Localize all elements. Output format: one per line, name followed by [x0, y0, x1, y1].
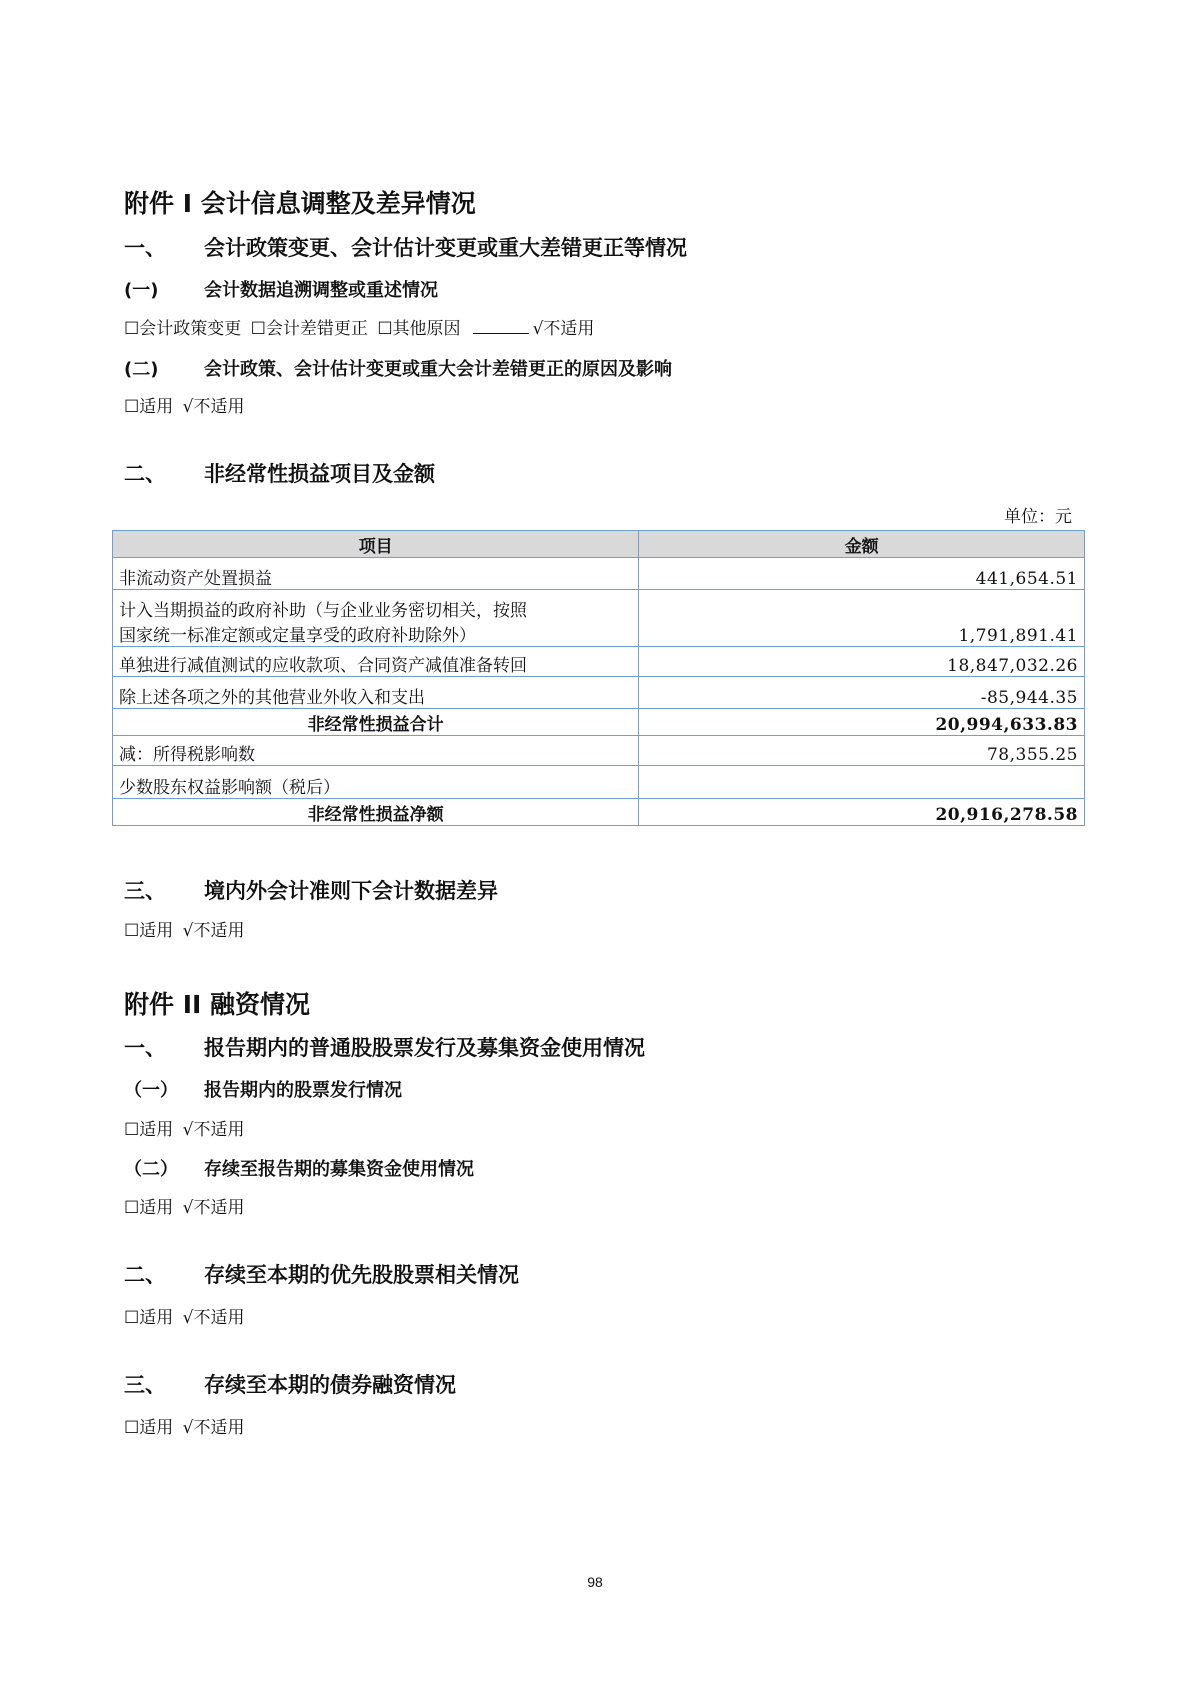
subsection-number: （二）: [124, 1159, 178, 1180]
table-row-subtotal: [113, 709, 1085, 736]
check-not-applicable[interactable]: √不适用: [182, 1120, 245, 1140]
checkbox-applicable[interactable]: ☐适用: [124, 397, 174, 417]
section-title: 存续至本期的优先股股票相关情况: [204, 1263, 519, 1287]
checkbox-other-reason[interactable]: ☐其他原因: [377, 319, 461, 339]
subsection-title: 会计数据追溯调整或重述情况: [204, 280, 438, 301]
subsection-1-heading: [124, 1076, 402, 1102]
row-item-line: 计入当期损益的政府补助（与企业业务密切相关，按照: [119, 601, 527, 621]
section-number: 二、: [124, 462, 166, 486]
table-row: [113, 558, 1085, 590]
options-row: [124, 392, 249, 417]
header-item: 项目: [113, 531, 639, 558]
subsection-number: (二): [124, 359, 159, 380]
section-1-heading: [124, 1032, 645, 1062]
section-3-heading: [124, 1369, 456, 1399]
section-1-heading: [124, 232, 687, 262]
table-header-row: [113, 531, 1085, 558]
check-not-applicable[interactable]: √不适用: [182, 921, 245, 941]
row-item: [113, 590, 639, 647]
subsection-title: 报告期内的股票发行情况: [204, 1080, 402, 1101]
options-row: [124, 916, 249, 941]
options-row: [124, 314, 598, 339]
options-row: [124, 1303, 249, 1328]
section-number: 一、: [124, 236, 166, 260]
table-row: [113, 590, 1085, 647]
checkbox-error-correction[interactable]: ☐会计差错更正: [250, 319, 368, 339]
section-number: 二、: [124, 1263, 166, 1287]
row-amount: [639, 766, 1085, 799]
check-not-applicable[interactable]: √不适用: [532, 319, 595, 339]
section-title: 境内外会计准则下会计数据差异: [204, 879, 498, 903]
subsection-2-heading: [124, 355, 672, 381]
options-row: [124, 1193, 249, 1218]
table-row-total: [113, 799, 1085, 826]
row-amount: 78,355.25: [639, 736, 1085, 766]
options-row: [124, 1413, 249, 1438]
row-item: 非流动资产处置损益: [113, 558, 639, 590]
row-item: 非经常性损益净额: [113, 799, 639, 826]
non-recurring-items-table: [112, 530, 1085, 826]
check-not-applicable[interactable]: √不适用: [182, 1418, 245, 1438]
table-row: [113, 677, 1085, 709]
check-not-applicable[interactable]: √不适用: [182, 1198, 245, 1218]
checkbox-applicable[interactable]: ☐适用: [124, 1418, 174, 1438]
table-row: [113, 766, 1085, 799]
table-row: [113, 736, 1085, 766]
options-row: [124, 1115, 249, 1140]
section-2-heading: [124, 1259, 519, 1289]
section-title: 报告期内的普通股股票发行及募集资金使用情况: [204, 1036, 645, 1060]
section-2-heading: [124, 458, 435, 488]
header-amount: 金额: [639, 531, 1085, 558]
checkbox-applicable[interactable]: ☐适用: [124, 921, 174, 941]
row-item: 减：所得税影响数: [113, 736, 639, 766]
checkbox-applicable[interactable]: ☐适用: [124, 1308, 174, 1328]
checkbox-applicable[interactable]: ☐适用: [124, 1120, 174, 1140]
attachment-1-title: 附件 I 会计信息调整及差异情况: [124, 189, 476, 218]
blank-line: [473, 317, 529, 334]
row-item: 除上述各项之外的其他营业外收入和支出: [113, 677, 639, 709]
check-not-applicable[interactable]: √不适用: [182, 397, 245, 417]
subsection-title: 存续至报告期的募集资金使用情况: [204, 1159, 474, 1180]
subsection-number: (一): [124, 280, 159, 301]
subsection-2-heading: [124, 1155, 474, 1181]
section-3-heading: [124, 875, 498, 905]
row-item: 非经常性损益合计: [113, 709, 639, 736]
row-item: 少数股东权益影响额（税后）: [113, 766, 639, 799]
row-amount: 20,916,278.58: [639, 799, 1085, 826]
row-amount: 20,994,633.83: [639, 709, 1085, 736]
section-title: 存续至本期的债券融资情况: [204, 1373, 456, 1397]
row-amount: -85,944.35: [639, 677, 1085, 709]
row-amount: 1,791,891.41: [639, 590, 1085, 647]
checkbox-policy-change[interactable]: ☐会计政策变更: [124, 319, 242, 339]
check-not-applicable[interactable]: √不适用: [182, 1308, 245, 1328]
section-number: 三、: [124, 879, 166, 903]
subsection-title: 会计政策、会计估计变更或重大会计差错更正的原因及影响: [204, 359, 672, 380]
section-number: 三、: [124, 1373, 166, 1397]
unit-label: 单位：元: [1004, 507, 1072, 527]
row-amount: 441,654.51: [639, 558, 1085, 590]
subsection-number: （一）: [124, 1080, 178, 1101]
row-item: 单独进行减值测试的应收款项、合同资产减值准备转回: [113, 647, 639, 677]
attachment-2-title: 附件 II 融资情况: [124, 990, 311, 1019]
section-number: 一、: [124, 1036, 166, 1060]
section-title: 会计政策变更、会计估计变更或重大差错更正等情况: [204, 236, 687, 260]
subsection-1-heading: [124, 276, 438, 302]
row-amount: 18,847,032.26: [639, 647, 1085, 677]
section-title: 非经常性损益项目及金额: [204, 462, 435, 486]
table-row: [113, 647, 1085, 677]
checkbox-applicable[interactable]: ☐适用: [124, 1198, 174, 1218]
row-item-line: 国家统一标准定额或定量享受的政府补助除外）: [119, 626, 476, 646]
page-number: 98: [587, 1574, 603, 1590]
